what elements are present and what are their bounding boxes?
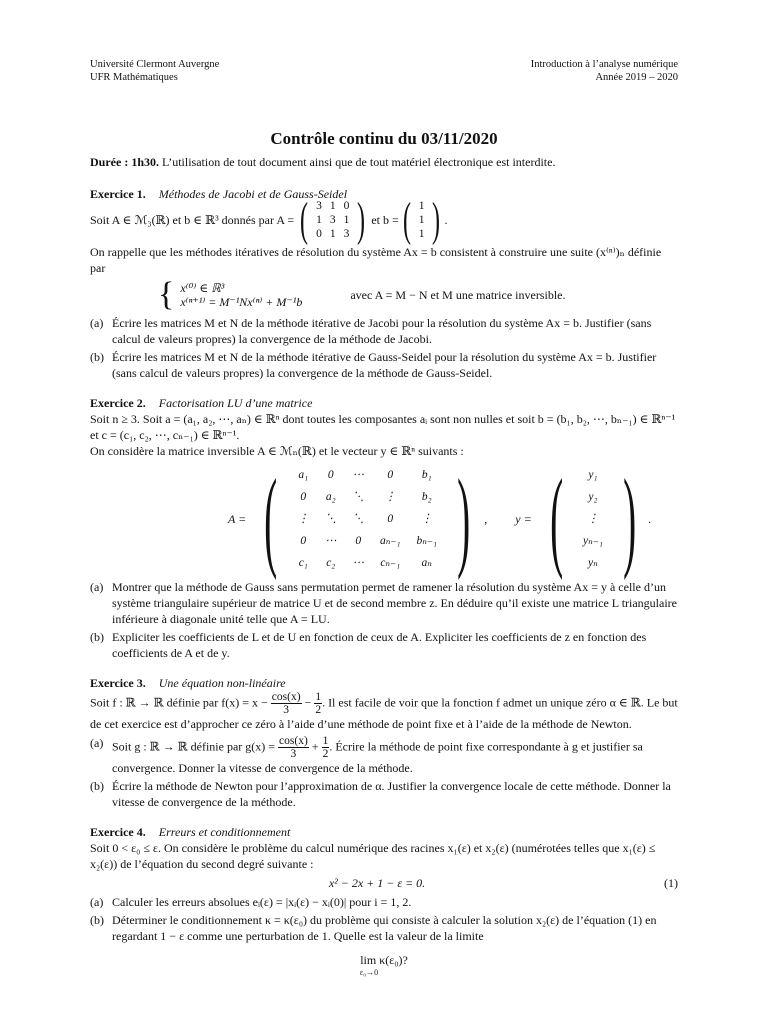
exam-page xyxy=(90,58,678,977)
matrix-a-entry: 1 xyxy=(343,214,350,226)
matrix-a-entry: 3 xyxy=(329,214,336,226)
vector-b-row xyxy=(415,199,429,213)
exercise-3-subtitle: Une équation non-linéaire xyxy=(158,676,286,690)
vector-y-lhs: y = xyxy=(515,512,532,526)
exercise-4-paragraph: Soit 0 < ε₀ ≤ ε. On considère le problème du calcul numérique des racines x₁(ε) et x₂(ε) (numérotées telles que x₁(ε) ≤ x₂(ε)) de l’équation du second degré suivante : xyxy=(90,841,656,871)
matrix-a-entry: ⋮ xyxy=(297,513,310,525)
exercise-1-subtitle: Méthodes de Jacobi et de Gauss-Seidel xyxy=(158,187,348,201)
matrix-a-entry: 0 xyxy=(300,491,307,503)
matrix-A-entries xyxy=(290,464,445,574)
matrix-a-entry: cₙ₋₁ xyxy=(380,557,401,569)
matrix-a-entry: b₂ xyxy=(421,491,432,503)
matrix-a-row xyxy=(312,213,353,227)
duration-text: L’utilisation de tout document ainsi que de tout matériel électronique est interdite. xyxy=(162,155,556,169)
vector-y-entries xyxy=(575,464,611,574)
matrix-a-entry: 1 xyxy=(316,214,322,226)
faculty-name: UFR Mathématiques xyxy=(90,72,178,83)
duration-line xyxy=(90,154,678,170)
question-text: Déterminer le conditionnement κ = κ(ε₀) du problème qui consiste à calculer la solution x₂(ε) de l’équation (1) en regardant 1 − ε comme une perturbation de 1. Quelle est la valeur de la limite xyxy=(112,913,657,943)
question-text: Montrer que la méthode de Gauss sans permutation permet de ramener la résolution du système Ax = y à celle d’un système triangulaire supérieur de matrice U et de second membre z. En déduire qu’il existe une matrice L triangulaire inférieure à diagonale unité telle que A = LU. xyxy=(112,580,677,626)
matrix-a-entry: ⋱ xyxy=(325,513,337,525)
matrix-a-row xyxy=(290,552,445,574)
university-name: Université Clermont Auvergne xyxy=(90,59,220,70)
vector-y-entry: yₙ xyxy=(588,557,598,569)
exercise-2-heading xyxy=(90,395,678,411)
question-item xyxy=(90,315,678,347)
course-name: Introduction à l’analyse numérique xyxy=(530,59,678,70)
plus-sign: + xyxy=(311,739,319,754)
vector-y-entry: y₂ xyxy=(588,491,598,503)
exercise-1-intro: Soit A ∈ ℳ₃(ℝ) et b ∈ ℝ³ donnés par A = xyxy=(90,213,295,227)
fraction-cos-over-3 xyxy=(271,691,302,716)
matrix-a-entry: bₙ₋₁ xyxy=(416,535,437,547)
matrix-a-entry: 0 xyxy=(327,469,334,481)
question-item xyxy=(90,579,678,627)
equation-body: x² − 2x + 1 − ε = 0. xyxy=(328,876,426,890)
matrix-a-entry: c₁ xyxy=(298,557,308,569)
right-paren: ) xyxy=(357,193,366,246)
left-paren: ( xyxy=(300,193,309,246)
left-paren: ( xyxy=(264,457,278,581)
matrix-a-entry: 0 xyxy=(387,513,394,525)
exercise-1-questions xyxy=(90,315,678,381)
exercise-3-paragraph xyxy=(90,691,678,732)
fraction-cos-over-3 xyxy=(278,735,309,760)
matrix-a-entry: aₙ xyxy=(421,557,432,569)
question-text: Écrire les matrices M et N de la méthode itérative de Gauss-Seidel pour la résolution du système Ax = b. Justifier (sans calcul de valeurs propres) la convergence de la méthode de Gauss-Seidel. xyxy=(112,350,657,380)
matrix-A-entries xyxy=(312,199,353,241)
equation-1 xyxy=(90,875,678,891)
numerator: 1 xyxy=(322,735,329,747)
vector-y-row xyxy=(575,464,611,486)
vector-y-entry: y₁ xyxy=(588,469,598,481)
vector-b-entry: 1 xyxy=(418,200,425,212)
left-paren: ( xyxy=(549,457,563,581)
g-def-rest: . Écrire la méthode de point fixe correspondante à g et justifier sa convergence. Donner la vitesse de convergence de la méthode. xyxy=(112,739,643,775)
left-paren: ( xyxy=(402,193,411,246)
question-label: (a) xyxy=(90,316,104,330)
exercise-3-questions xyxy=(90,735,678,810)
right-paren: ) xyxy=(432,193,441,246)
exercise-2-number: Exercice 2. xyxy=(90,396,146,410)
matrix-a-row xyxy=(312,199,353,213)
matrix-a-entry: ⋱ xyxy=(352,491,365,503)
matrix-a-entry: 3 xyxy=(316,200,322,212)
iteration-system xyxy=(158,278,678,312)
matrix-a-entry: 0 xyxy=(300,535,307,547)
question-item xyxy=(90,629,678,661)
exercise-3 xyxy=(90,675,678,810)
matrix-a-row xyxy=(290,530,445,552)
page-header xyxy=(90,58,678,84)
right-paren: ) xyxy=(622,457,637,581)
matrix-a-entry: a₂ xyxy=(325,491,336,503)
vector-b-row xyxy=(415,213,429,227)
system-line-1: x⁽⁰⁾ ∈ ℝ³ xyxy=(180,281,225,295)
exercise-2-questions xyxy=(90,579,678,661)
question-item xyxy=(90,912,678,944)
matrix-a-entry: a₁ xyxy=(298,469,309,481)
vector-y-row xyxy=(575,486,611,508)
exercise-3-heading xyxy=(90,675,678,691)
matrix-a-entry: 1 xyxy=(329,228,336,240)
matrix-a-entry: 0 xyxy=(387,469,394,481)
academic-year: Année 2019 – 2020 xyxy=(595,72,678,83)
matrix-end: . xyxy=(648,512,652,526)
function-def-rest: . Il est facile de voir que la fonction f admet un unique zéro α ∈ ℝ. Le but de cet exercice est d’approcher ce zéro à l’aide d’une méthode de point fixe et à l’aide de la méthode de Newton. xyxy=(90,695,678,731)
matrix-and-vector xyxy=(228,457,678,581)
exercise-4-heading xyxy=(90,824,678,840)
matrix-a-row xyxy=(290,464,445,486)
matrix-a-row xyxy=(312,227,353,241)
g-def-start: Soit g : ℝ → ℝ définie par g(x) = xyxy=(112,739,276,754)
vector-b-row xyxy=(415,227,429,241)
question-item xyxy=(90,894,678,910)
vector-y-row xyxy=(575,530,611,552)
function-def-start: Soit f : ℝ → ℝ définie par f(x) = x − xyxy=(90,695,268,710)
matrix-A-lhs: A = xyxy=(228,512,247,526)
exercise-2 xyxy=(90,395,678,661)
matrix-a-entry: ⋯ xyxy=(325,535,337,547)
header-right xyxy=(531,58,678,84)
matrix-a-entry: 1 xyxy=(329,200,336,212)
limit-text: lim κ(ε₀)? xyxy=(360,953,408,967)
vector-y-row xyxy=(575,552,611,574)
matrix-a-entry: aₙ₋₁ xyxy=(380,535,401,547)
question-item xyxy=(90,349,678,381)
right-paren: ) xyxy=(457,457,471,581)
matrix-A xyxy=(296,193,369,246)
matrix-a-entry: ⋮ xyxy=(384,491,396,503)
limit-subscript: ε₀→0 xyxy=(359,968,379,977)
denominator: 3 xyxy=(290,748,297,760)
question-label: (a) xyxy=(90,580,104,594)
exam-title: Contrôle continu du 03/11/2020 xyxy=(270,129,498,148)
question-label: (b) xyxy=(90,630,104,644)
question-text: Écrire la méthode de Newton pour l’approximation de α. Justifier la convergence locale de cette méthode. Donner la vitesse de convergence de la méthode. xyxy=(112,779,671,809)
exercise-4 xyxy=(90,824,678,977)
exercise-4-subtitle: Erreurs et conditionnement xyxy=(158,825,291,839)
exercise-2-paragraph-1: Soit n ≥ 3. Soit a = (a₁, a₂, ⋯, aₙ) ∈ ℝⁿ dont toutes les composantes aᵢ sont non nulles et soit b = (b₁, b₂, ⋯, bₙ₋₁) ∈ ℝⁿ⁻¹ et c = (c₁, c₂, ⋯, cₙ₋₁) ∈ ℝⁿ⁻¹. xyxy=(90,412,676,442)
matrix-a-entry: ⋯ xyxy=(352,469,365,481)
vector-b xyxy=(399,193,448,246)
system-brace: { xyxy=(158,276,175,313)
question-text: Écrire les matrices M et N de la méthode itérative de Jacobi pour la résolution du système Ax = b. Justifier (sans calcul de valeurs propres) la convergence de la méthode de Jacobi. xyxy=(112,316,652,346)
exercise-2-paragraph-2: On considère la matrice inversible A ∈ ℳₙ(ℝ) et le vecteur y ∈ ℝⁿ suivants : xyxy=(90,444,464,458)
exercise-2-subtitle: Factorisation LU d’une matrice xyxy=(158,396,313,410)
limit-expression xyxy=(90,952,678,977)
vector-b-entries xyxy=(415,199,429,241)
separator: , xyxy=(484,512,488,526)
fraction-one-half xyxy=(314,691,322,716)
denominator: 3 xyxy=(283,704,290,716)
matrix-a-entry: 3 xyxy=(343,228,350,240)
denominator: 2 xyxy=(315,704,322,716)
matrix-a-entry: ⋱ xyxy=(352,513,365,525)
vector-b-entry: 1 xyxy=(418,228,425,240)
question-text xyxy=(112,735,678,776)
question-text: Calculer les erreurs absolues eᵢ(ε) = |xᵢ(ε) − xᵢ(0)| pour i = 1, 2. xyxy=(112,895,412,909)
vector-y-entry: ⋮ xyxy=(587,513,599,525)
numerator: cos(x) xyxy=(271,691,301,703)
exercise-1-number: Exercice 1. xyxy=(90,187,146,201)
exercise-1-recall: On rappelle que les méthodes itératives de résolution du système Ax = b consistent à construire une suite (x⁽ⁿ⁾)ₙ définie par xyxy=(90,245,662,275)
matrix-a-entry: 0 xyxy=(343,200,350,212)
system-condition: avec A = M − N et M une matrice inversible. xyxy=(350,288,566,302)
matrix-a-row xyxy=(290,486,445,508)
exercise-1-intro-end: . xyxy=(444,213,448,227)
vector-y-row xyxy=(575,508,611,530)
matrix-a-entry: c₂ xyxy=(326,557,336,569)
matrix-a-row xyxy=(290,508,445,530)
question-item xyxy=(90,735,678,776)
vector-b-entry: 1 xyxy=(418,214,425,226)
question-label: (a) xyxy=(90,736,104,750)
numerator: 1 xyxy=(315,691,322,703)
exercise-4-questions xyxy=(90,894,678,944)
numerator: cos(x) xyxy=(279,735,308,747)
question-text: Expliciter les coefficients de L et de U en fonction de ceux de A. Expliciter les coefficients de z en fonction des coefficients de A et de y. xyxy=(112,630,647,660)
system-line-2: x⁽ⁿ⁺¹⁾ = M⁻¹Nx⁽ⁿ⁾ + M⁻¹b xyxy=(180,295,303,309)
exercise-1 xyxy=(90,186,678,381)
exercise-4-number: Exercice 4. xyxy=(90,825,146,839)
duration-label: Durée : 1h30. xyxy=(90,155,159,169)
exercise-3-number: Exercice 3. xyxy=(90,676,146,690)
question-label: (b) xyxy=(90,779,104,793)
question-label: (b) xyxy=(90,913,104,927)
denominator: 2 xyxy=(322,748,329,760)
header-left xyxy=(90,58,219,84)
exercise-1-intro-b: et b = xyxy=(371,213,399,227)
matrix-a-entry: ⋯ xyxy=(352,557,365,569)
system-lines xyxy=(180,281,302,309)
vector-y-entry: yₙ₋₁ xyxy=(583,535,603,547)
matrix-a-entry: b₁ xyxy=(421,469,432,481)
matrix-a-entry: 0 xyxy=(355,535,362,547)
question-label: (a) xyxy=(90,895,104,909)
matrix-a-entry: 0 xyxy=(316,228,322,240)
matrix-a-entry: ⋮ xyxy=(420,513,433,525)
question-item xyxy=(90,778,678,810)
equation-number: (1) xyxy=(664,876,678,890)
minus-sign: − xyxy=(304,695,312,710)
question-label: (b) xyxy=(90,350,104,364)
